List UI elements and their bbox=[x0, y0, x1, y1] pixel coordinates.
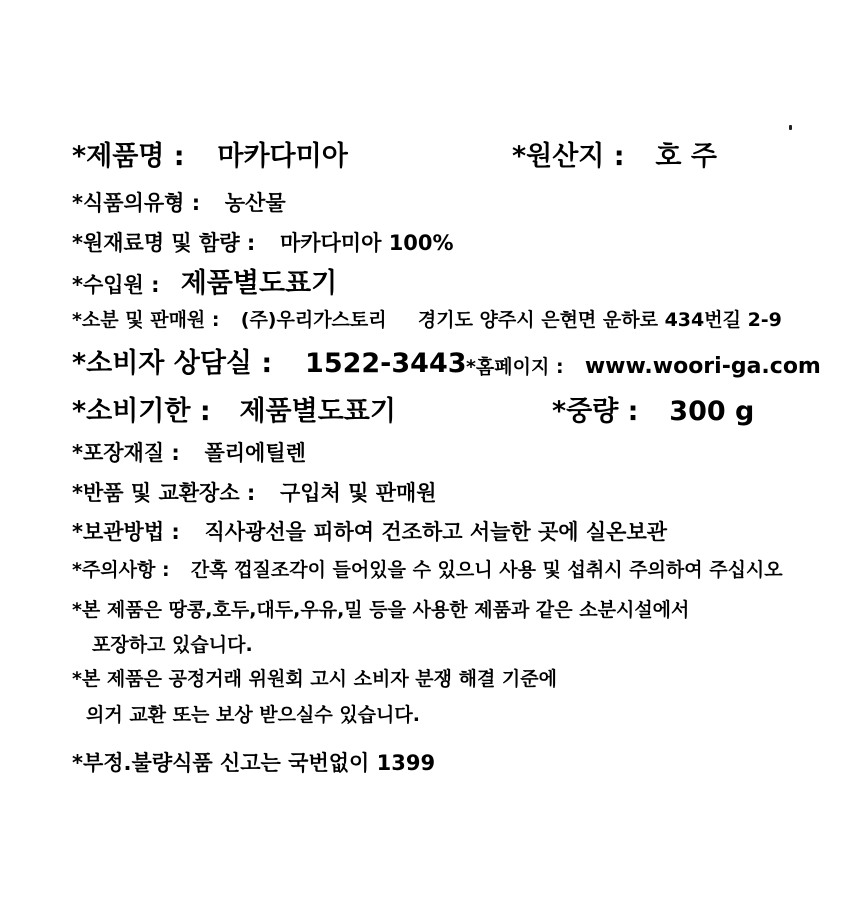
importer-label: *수입원 : bbox=[72, 273, 160, 297]
expiry-label: *소비기한 : bbox=[72, 396, 211, 427]
product-name-label: *제품명 : bbox=[72, 141, 185, 172]
return-place-label: *반품 및 교환장소 : bbox=[72, 481, 256, 505]
food-type-row bbox=[72, 193, 286, 214]
packaging-row bbox=[72, 443, 306, 464]
ingredients-value: 마카다미아 100% bbox=[279, 231, 454, 255]
storage-label: *보관방법 : bbox=[72, 520, 180, 544]
seller-row bbox=[72, 311, 782, 330]
caution-value: 간혹 껍질조각이 들어있을 수 있으니 사용 및 섭취시 주의하여 주십시오 bbox=[190, 559, 783, 581]
consumer-center-label: *소비자 상담실 : bbox=[72, 348, 273, 379]
storage-value: 직사광선을 피하여 건조하고 서늘한 곳에 실온보관 bbox=[204, 520, 668, 544]
product-name-value: 마카다미아 bbox=[217, 141, 348, 172]
importer-value: 제품별도표기 bbox=[180, 268, 338, 299]
homepage-url: www.woori-ga.com bbox=[584, 354, 821, 379]
origin-row bbox=[512, 143, 717, 170]
importer-row bbox=[72, 270, 337, 297]
ingredients-row bbox=[72, 233, 454, 254]
homepage-row bbox=[466, 356, 821, 378]
report-line: *부정.불량식품 신고는 국번없이 1399 bbox=[72, 751, 436, 775]
seller-label: *소분 및 판매원 : bbox=[72, 309, 220, 331]
return-place-value: 구입처 및 판매원 bbox=[279, 481, 437, 505]
food-type-value: 농산물 bbox=[224, 191, 286, 215]
weight-value: 300 g bbox=[669, 396, 755, 427]
allergy-notice-line2: 포장하고 있습니다. bbox=[92, 634, 253, 656]
seller-address: 경기도 양주시 은현면 운하로 434번길 2-9 bbox=[417, 309, 782, 331]
consumer-center-row bbox=[72, 350, 467, 377]
product-name-row bbox=[72, 143, 348, 170]
dispute-notice-line2: 의거 교환 또는 보상 받으실수 있습니다. bbox=[86, 704, 420, 726]
seller-company: (주)우리가스토리 bbox=[240, 309, 387, 331]
weight-row bbox=[552, 398, 754, 425]
food-type-label: *식품의유형 : bbox=[72, 191, 201, 215]
ingredients-label: *원재료명 및 함량 : bbox=[72, 231, 256, 255]
expiry-value: 제품별도표기 bbox=[239, 396, 396, 427]
return-place-row bbox=[72, 483, 437, 504]
expiry-row bbox=[72, 398, 396, 425]
origin-value: 호 주 bbox=[655, 141, 717, 172]
packaging-value: 폴리에틸렌 bbox=[204, 441, 306, 465]
packaging-label: *포장재질 : bbox=[72, 441, 180, 465]
dispute-notice-line1: *본 제품은 공정거래 위원회 고시 소비자 분쟁 해결 기준에 bbox=[72, 668, 557, 690]
weight-label: *중량 : bbox=[552, 396, 639, 427]
allergy-notice-line1: *본 제품은 땅콩,호두,대두,우유,밀 등을 사용한 제품과 같은 소분시설에서 bbox=[72, 599, 690, 621]
storage-row bbox=[72, 522, 667, 543]
consumer-center-phone: 1522-3443 bbox=[305, 348, 467, 379]
homepage-label: *홈페이지 : bbox=[466, 356, 564, 378]
origin-label: *원산지 : bbox=[512, 141, 625, 172]
caution-row bbox=[72, 561, 783, 580]
stray-mark bbox=[789, 125, 792, 130]
caution-label: *주의사항 : bbox=[72, 559, 170, 581]
